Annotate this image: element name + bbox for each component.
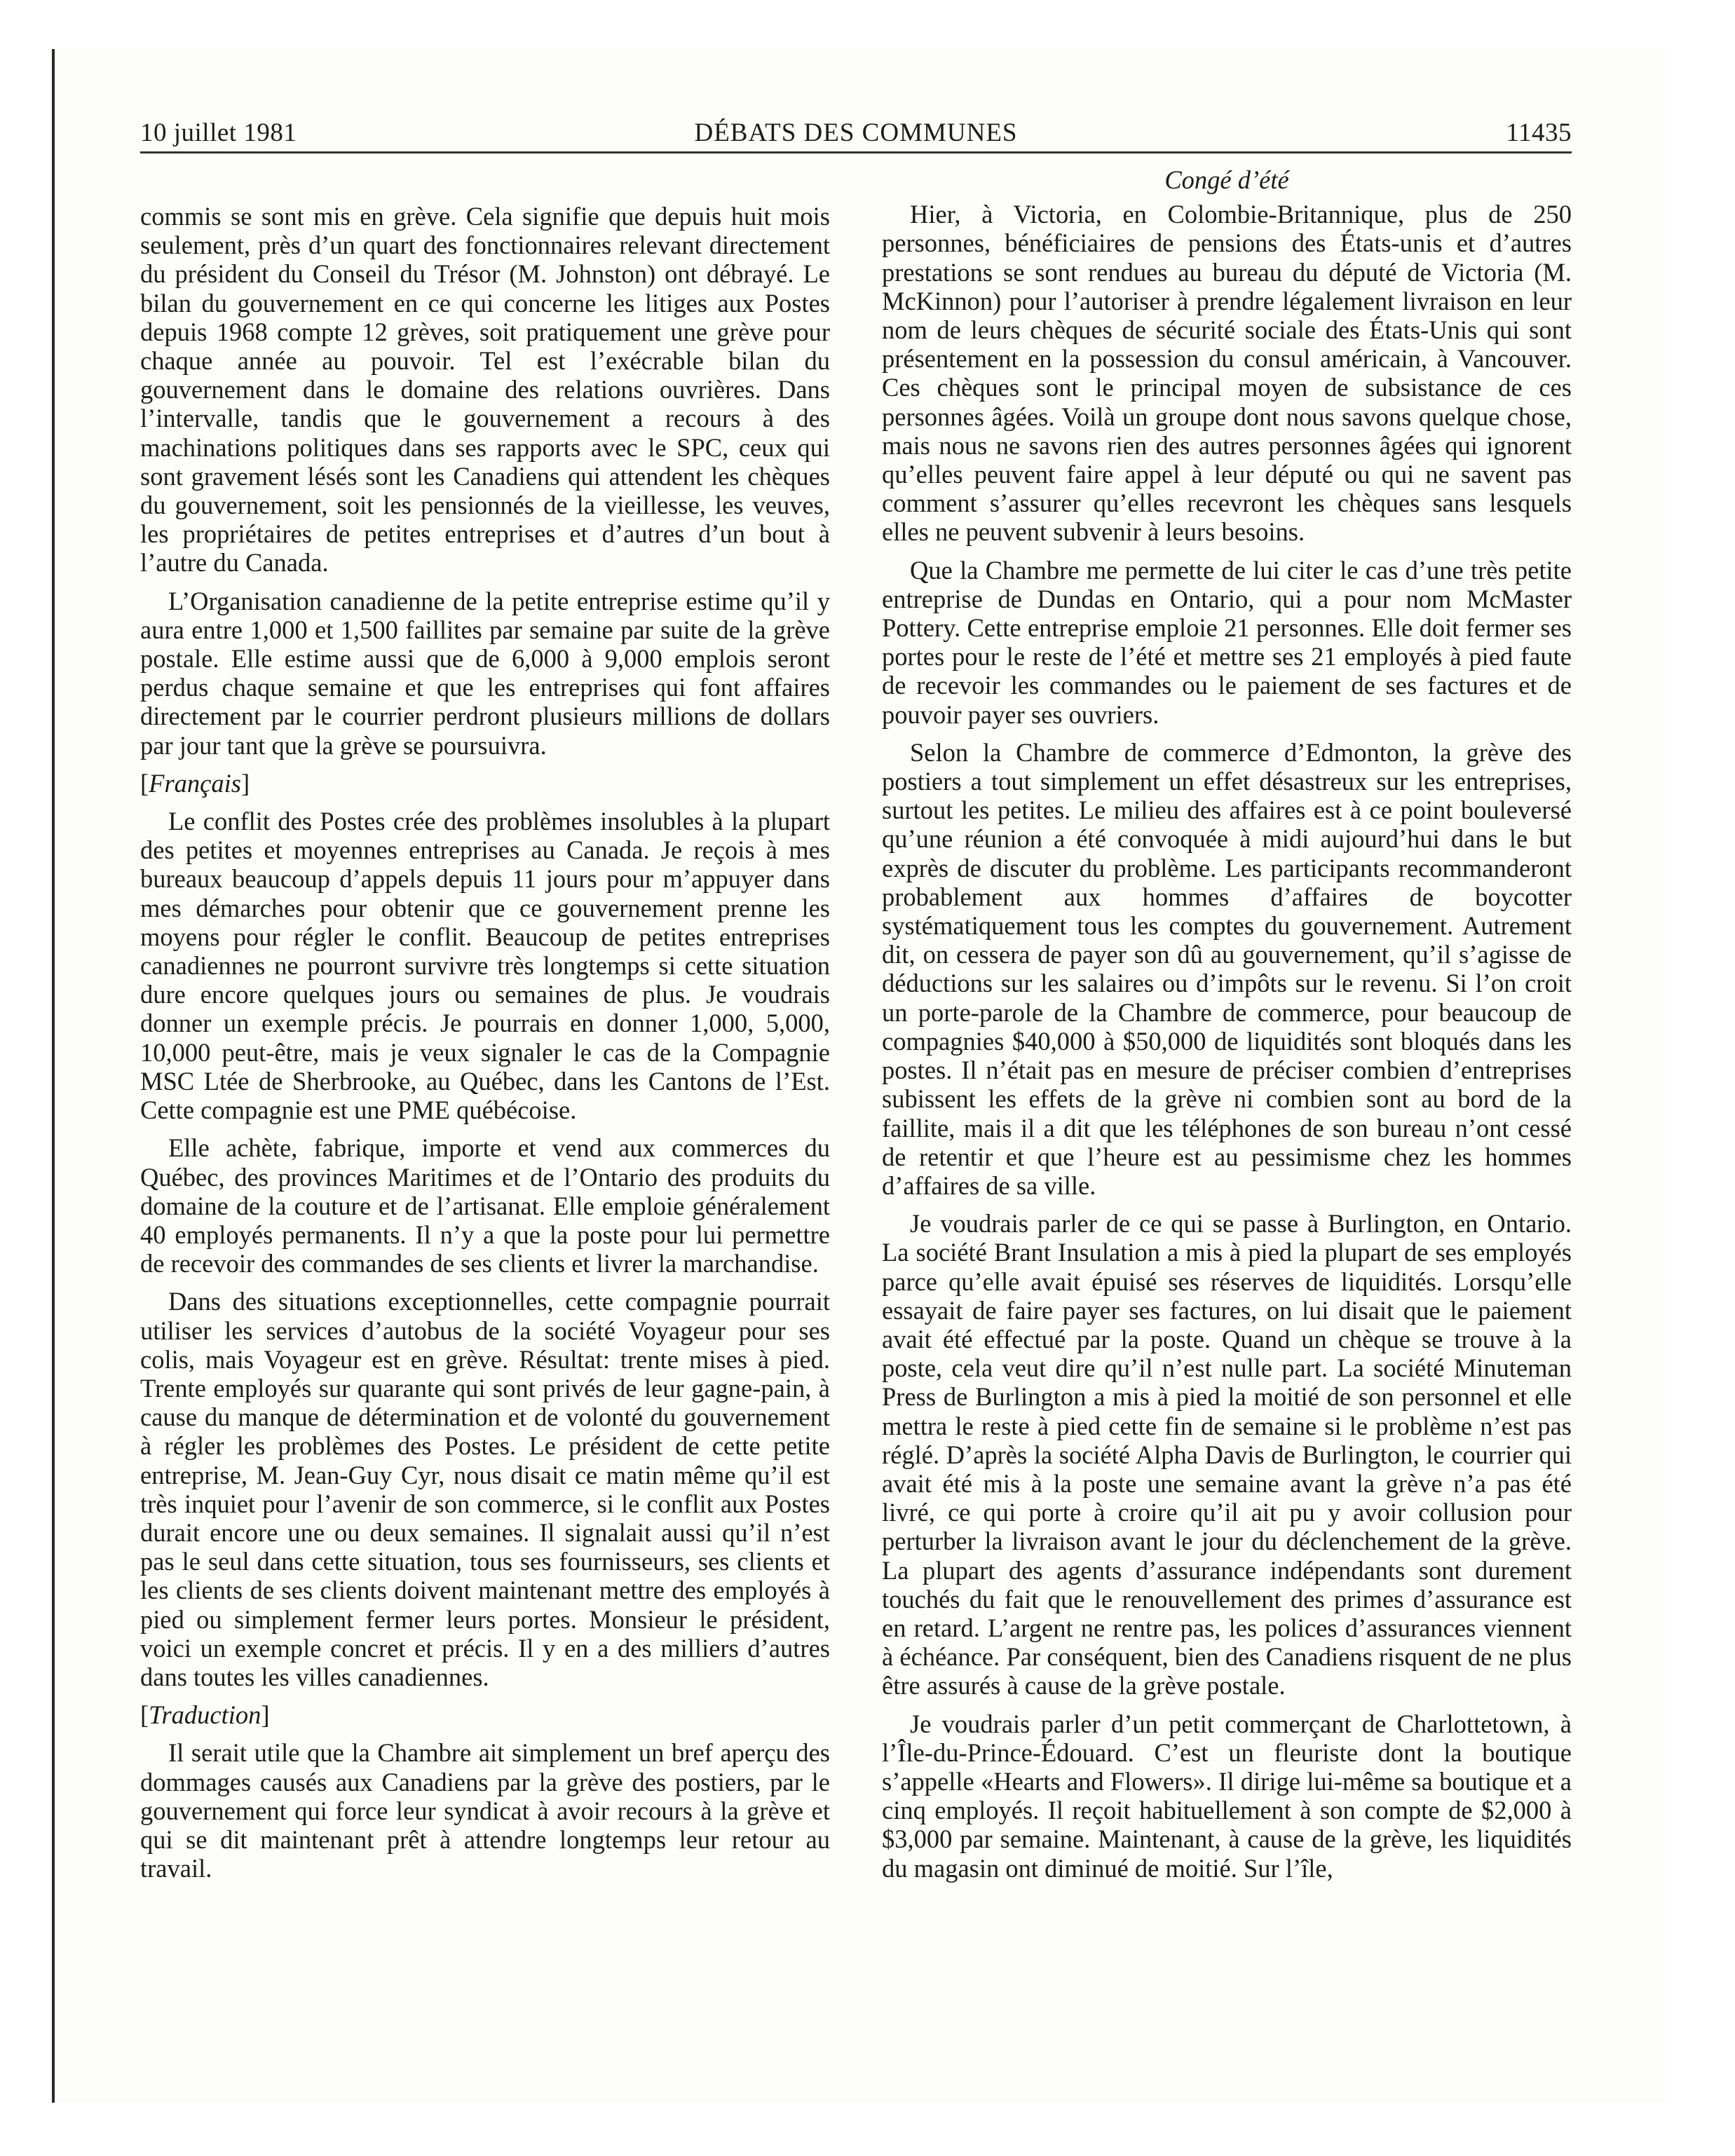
paragraph: commis se sont mis en grève. Cela signifie que depuis huit mois seulement, près d’un quart des fonctionnaires relevant directement du président du Conseil du Trésor (M. Johnston) ont débrayé. Le bilan du gouvernement en ce qui concerne les litiges aux Postes depuis 1968 compte 12 grèves, soit pratiquement une grève pour chaque année au pouvoir. Tel est l’exécrable bilan du gouvernement dans le domaine des relations ouvrières. Dans l’intervalle, tandis que le gouvernement a recours à des machinations politiques dans ses rapports avec le SPC, ceux qui sont gravement lésés sont les Canadiens qui attendent les chèques du gouvernement, soit les pensionnés de la vieillesse, les veuves, les propriétaires de petites entreprises et d’autres d’un bout à l’autre du Canada. xyxy=(140,202,830,578)
paragraph: Que la Chambre me permette de lui citer le cas d’une très petite entreprise de Dundas en Ontario, qui a pour nom McMaster Pottery. Cette entreprise emploie 21 personnes. Elle doit fermer ses portes pour le reste de l’été et mettre ses 21 employés à pied faute de recevoir les commandes ou le paiement de ses factures et de pouvoir payer ses ouvriers. xyxy=(882,555,1572,729)
header-date: 10 juillet 1981 xyxy=(140,118,297,147)
header-rule xyxy=(140,151,1572,153)
left-column xyxy=(140,202,830,1892)
paragraph: L’Organisation canadienne de la petite entreprise estime qu’il y aura entre 1,000 et 1,500 faillites par semaine par suite de la grève postale. Elle estime aussi que de 6,000 à 9,000 emplois seront perdus chaque semaine et que les entreprises qui font affaires directement par le courrier perdront plusieurs millions de dollars par jour tant que la grève se poursuivra. xyxy=(140,586,830,760)
binding-edge xyxy=(52,49,55,2103)
header-page-number: 11435 xyxy=(1506,118,1572,147)
paragraph: Le conflit des Postes crée des problèmes insolubles à la plupart des petites et moyennes entreprises au Canada. Je reçois à mes bureaux beaucoup d’appels depuis 11 jours pour m’appuyer dans mes démarches pour obtenir que ce gouvernement prenne les moyens pour régler le conflit. Beaucoup de petites entreprises canadiennes ne pourront survivre très longtemps si cette situation dure encore quelques jours ou semaines de plus. Je voudrais donner un exemple précis. Je pourrais en donner 1,000, 5,000, 10,000 peut-être, mais je veux signaler le cas de la Compagnie MSC Ltée de Sherbrooke, au Québec, dans les Cantons de l’Est. Cette compagnie est une PME québécoise. xyxy=(140,807,830,1125)
header-title: DÉBATS DES COMMUNES xyxy=(694,118,1018,147)
right-column xyxy=(882,165,1572,1892)
paragraph: Dans des situations exceptionnelles, cette compagnie pourrait utiliser les services d’autobus de la société Voyageur pour ses colis, mais Voyageur est en grève. Résultat: trente mises à pied. Trente employés sur quarante qui sont privés de leur gagne-pain, à cause du manque de détermination et de volonté du gouvernement à régler les problèmes des Postes. Le président de cette petite entreprise, M. Jean-Guy Cyr, nous disait ce matin même qu’il est très inquiet pour l’avenir de son commerce, si le conflit aux Postes durait encore une ou deux semaines. Il signalait aussi qu’il n’est pas le seul dans cette situation, tous ses fournisseurs, ses clients et les clients de ses clients doivent maintenant mettre des employés à pied ou simplement fermer leurs portes. Monsieur le président, voici un exemple concret et précis. Il y en a des milliers d’autres dans toutes les villes canadiennes. xyxy=(140,1287,830,1691)
section-subheading: Congé d’été xyxy=(1164,165,1289,194)
paragraph: Hier, à Victoria, en Colombie-Britannique, plus de 250 personnes, bénéficiaires de pensions des États-unis et d’autres prestations se sont rendues au bureau du député de Victoria (M. McKinnon) pour l’autoriser à prendre légalement livraison en leur nom de leurs chèques de sécurité sociale des États-Unis qui sont présentement en la possession du consul américain, à Vancouver. Ces chèques sont le principal moyen de subsistance de ces personnes âgées. Voilà un groupe dont nous savons quelque chose, mais nous ne savons rien des autres personnes âgées qui ignorent qu’elles peuvent faire appel à leur député ou qui ne savent pas comment s’assurer qu’elles recevront les chèques sans lesquels elles ne peuvent subvenir à leurs besoins. xyxy=(882,200,1572,547)
paragraph: Je voudrais parler d’un petit commerçant de Charlottetown, à l’Île-du-Prince-Édouard. C’est un fleuriste dont la boutique s’appelle «Hearts and Flowers». Il dirige lui-même sa boutique et a cinq employés. Il reçoit habituellement à son compte de $2,000 à $3,000 par semaine. Maintenant, à cause de la grève, les liquidités du magasin ont diminué de moitié. Sur l’île, xyxy=(882,1709,1572,1883)
paragraph: Il serait utile que la Chambre ait simplement un bref aperçu des dommages causés aux Canadiens par la grève des postiers, par le gouvernement qui force leur syndicat à avoir recours à la grève et qui se dit maintenant prêt à attendre longtemps leur retour au travail. xyxy=(140,1738,830,1883)
paragraph: Je voudrais parler de ce qui se passe à Burlington, en Ontario. La société Brant Insulation a mis à pied la plupart de ses employés parce qu’elle avait épuisé ses réserves de liquidités. Lorsqu’elle essayait de faire payer ses factures, on lui disait que le paiement avait été effectué par la poste. Quand un chèque se trouve à la poste, cela veut dire qu’il n’est nulle part. La société Minuteman Press de Burlington a mis à pied la moitié de son personnel et elle mettra le reste à pied cette fin de semaine si le problème n’est pas réglé. D’après la société Alpha Davis de Burlington, le courrier qui avait été mis à la poste une semaine avant la grève n’a pas été livré, ce qui porte à croire qu’il ait pu y avoir collusion pour perturber la livraison avant le jour du déclenchement de la grève. La plupart des agents d’assurance indépendants sont durement touchés du fait que le renouvellement des primes d’assurance est en retard. L’argent ne rentre pas, les polices d’assurances viennent à échéance. Par conséquent, bien des Canadiens risquent de ne plus être assurés à cause de la grève postale. xyxy=(882,1209,1572,1700)
language-tag-francais: [Français] xyxy=(140,768,250,798)
language-tag-traduction: [Traduction] xyxy=(140,1700,270,1730)
paragraph: Selon la Chambre de commerce d’Edmonton, la grève des postiers a tout simplement un effet désastreux sur les entreprises, surtout les petites. Le milieu des affaires est à ce point bouleversé qu’une réunion a été convoquée à midi aujourd’hui dans le but exprès de discuter du problème. Les participants recommanderont probablement aux hommes d’affaires de boycotter systématiquement tous les comptes du gouvernement. Autrement dit, on cessera de payer son dû au gouvernement, qu’il s’agisse de déductions sur les salaires ou d’impôts sur le revenu. Si l’on croit un porte-parole de la Chambre de commerce, pour beaucoup de compagnies $40,000 à $50,000 de liquidités sont bloqués dans les postes. Il n’était pas en mesure de préciser combien d’entreprises subissent les effets de la grève ni combien sont au bord de la faillite, mais il a dit que les téléphones de son bureau n’ont cessé de retentir et que l’heure est au pessimisme chez les hommes d’affaires de sa ville. xyxy=(882,737,1572,1200)
paragraph: Elle achète, fabrique, importe et vend aux commerces du Québec, des provinces Maritimes et de l’Ontario des produits du domaine de la couture et de l’artisanat. Elle emploie généralement 40 employés permanents. Il n’y a que la poste pour lui permettre de recevoir des commandes de ses clients et livrer la marchandise. xyxy=(140,1133,830,1278)
running-header xyxy=(140,118,1572,151)
